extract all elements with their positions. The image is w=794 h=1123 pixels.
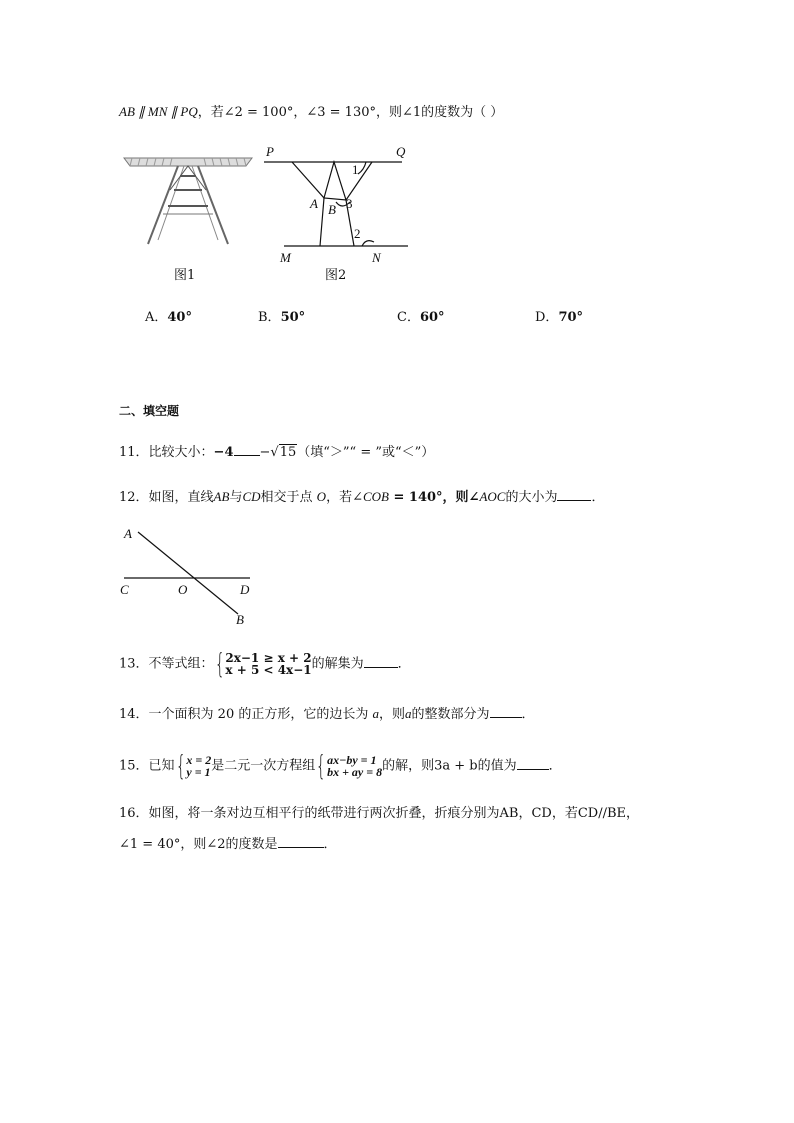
figure-2-parallel-lines: [262, 140, 422, 270]
q16-line1: 16．如图，将一条对边互相平行的纸带进行两次折叠，折痕分别为AB，CD，若CD//BE，: [119, 806, 640, 821]
q15: 15．已知 { x = 2 y = 1 是二元一次方程组 { ax−by = 1 bx + ay = 8 的解，则3a + b的值为 ．: [119, 749, 562, 782]
q14-answer-blank[interactable]: [490, 705, 522, 718]
label-n: N: [372, 250, 381, 265]
label-b: B: [236, 612, 244, 627]
q13: 13．不等式组： { 2x−1 ≥ x + 2 x + 5 < 4x−1 的解集为 ．: [119, 647, 411, 680]
label-a: A: [310, 196, 318, 211]
label-b: B: [328, 202, 336, 217]
figure-1-caption: 图1: [174, 268, 196, 283]
label-p: P: [266, 144, 274, 159]
q13-answer-blank[interactable]: [364, 655, 398, 668]
q11: 11．比较大小：−4 −√15（填“＞”“ = ”或“＜”）: [119, 445, 435, 460]
label-q: Q: [396, 144, 406, 159]
label-c: C: [120, 582, 129, 597]
label-d: D: [240, 582, 250, 597]
q11-suffix: （填“＞”“ = ”或“＜”）: [297, 445, 435, 460]
option-b[interactable]: B．50°: [258, 310, 306, 325]
q10-stem: [119, 103, 503, 122]
option-c[interactable]: C．60°: [397, 310, 445, 325]
q11-minus: −: [259, 445, 271, 460]
q10-given: ，若∠2 = 100°，∠3 = 130°，则∠1的度数为（ ）: [197, 105, 504, 120]
figure-1-drying-rack: [118, 150, 258, 250]
q11-answer-blank[interactable]: [234, 443, 260, 456]
q15-answer-blank[interactable]: [517, 757, 549, 770]
q16-line2: ∠1 = 40°，则∠2的度数是 ．: [119, 837, 337, 852]
label-angle-3: 3: [346, 196, 353, 211]
q13-row1: 2x−1 ≥ x + 2: [225, 651, 312, 665]
option-d[interactable]: D．70°: [535, 310, 584, 325]
q11-left: −4: [213, 445, 234, 460]
q12-answer-blank[interactable]: [557, 488, 591, 501]
option-a[interactable]: A．40°: [145, 310, 192, 325]
q14: 14．一个面积为 20 的正方形，它的边长为 a，则a的整数部分为 ．: [119, 706, 535, 722]
section-title: 二、填空题: [119, 404, 180, 418]
q11-radicand: 15: [279, 445, 297, 460]
label-a: A: [124, 526, 132, 541]
q16-answer-blank[interactable]: [278, 835, 324, 848]
label-m: M: [280, 250, 291, 265]
label-angle-2: 2: [354, 226, 361, 241]
segment-a: [292, 162, 324, 246]
q13-row2: x + 5 < 4x−1: [225, 663, 312, 677]
q12: 12．如图，直线AB与CD相交于点 O，若∠COB = 140°，则∠AOC的大小为 ．: [119, 489, 605, 505]
q11-prefix: 11．比较大小：: [119, 445, 214, 460]
label-o: O: [178, 582, 188, 597]
figure-2-caption: 图2: [325, 268, 347, 283]
line-ab: [138, 532, 238, 614]
q10-condition: AB ∥ MN ∥ PQ: [119, 104, 198, 119]
q12-figure: [116, 522, 266, 630]
label-angle-1: 1: [352, 162, 359, 177]
